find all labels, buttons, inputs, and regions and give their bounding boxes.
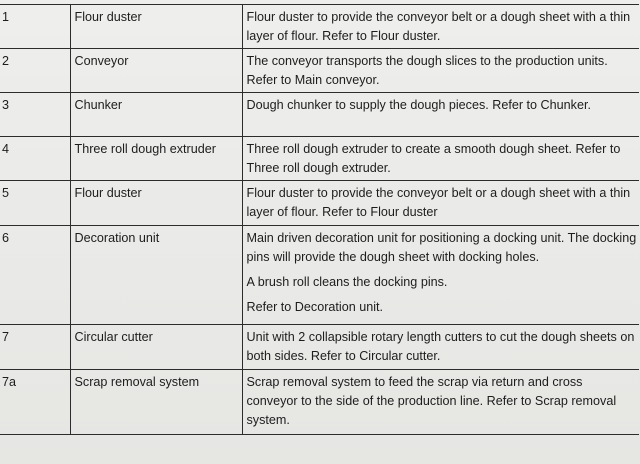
component-description: [242, 137, 639, 181]
table-row: [0, 325, 639, 370]
item-number: 7: [0, 325, 70, 370]
component-description: [242, 93, 639, 137]
description-paragraph: The conveyor transports the dough slices to the production units. Refer to Main conveyor.: [246, 54, 608, 87]
item-number: 3: [0, 93, 70, 137]
component-description: [242, 5, 639, 49]
components-table: [0, 4, 639, 435]
table-row: [0, 137, 639, 181]
description-paragraph: Flour duster to provide the conveyor belt or a dough sheet with a thin layer of flour. Refer to Flour duster.: [246, 10, 631, 43]
item-number: 4: [0, 137, 70, 181]
table-row: [0, 49, 639, 93]
table-row: [0, 226, 639, 325]
description-paragraph: Refer to Decoration unit.: [246, 300, 384, 314]
component-name: Three roll dough extruder: [70, 137, 242, 181]
description-paragraph: Flour duster to provide the conveyor belt or a dough sheet with a thin layer of flour. Refer to Flour duster: [246, 186, 631, 219]
table-row: [0, 181, 639, 226]
item-number: 6: [0, 226, 70, 325]
item-number: 5: [0, 181, 70, 226]
description-paragraph: Three roll dough extruder to create a smooth dough sheet. Refer to Three roll dough extruder.: [246, 142, 621, 175]
component-description: [242, 226, 639, 325]
item-number: 7a: [0, 370, 70, 435]
component-description: [242, 49, 639, 93]
description-paragraph: A brush roll cleans the docking pins.: [246, 275, 448, 289]
component-name: Flour duster: [70, 181, 242, 226]
description-paragraph: Unit with 2 collapsible rotary length cutters to cut the dough sheets on both sides. Refer to Circular cutter.: [246, 330, 635, 363]
table-row: [0, 93, 639, 137]
component-description: [242, 325, 639, 370]
component-name: Decoration unit: [70, 226, 242, 325]
description-paragraph: Dough chunker to supply the dough pieces. Refer to Chunker.: [246, 98, 591, 112]
component-name: Chunker: [70, 93, 242, 137]
component-name: Flour duster: [70, 5, 242, 49]
item-number: 1: [0, 5, 70, 49]
component-name: Conveyor: [70, 49, 242, 93]
table-row: [0, 5, 639, 49]
component-description: [242, 181, 639, 226]
component-name: Scrap removal system: [70, 370, 242, 435]
description-paragraph: Scrap removal system to feed the scrap via return and cross conveyor to the side of the production line. Refer to Scrap removal system.: [246, 375, 617, 427]
item-number: 2: [0, 49, 70, 93]
component-name: Circular cutter: [70, 325, 242, 370]
component-description: [242, 370, 639, 435]
description-paragraph: Main driven decoration unit for positioning a docking unit. The docking pins will provide the dough sheet with docking holes.: [246, 231, 637, 264]
table-row: [0, 370, 639, 435]
